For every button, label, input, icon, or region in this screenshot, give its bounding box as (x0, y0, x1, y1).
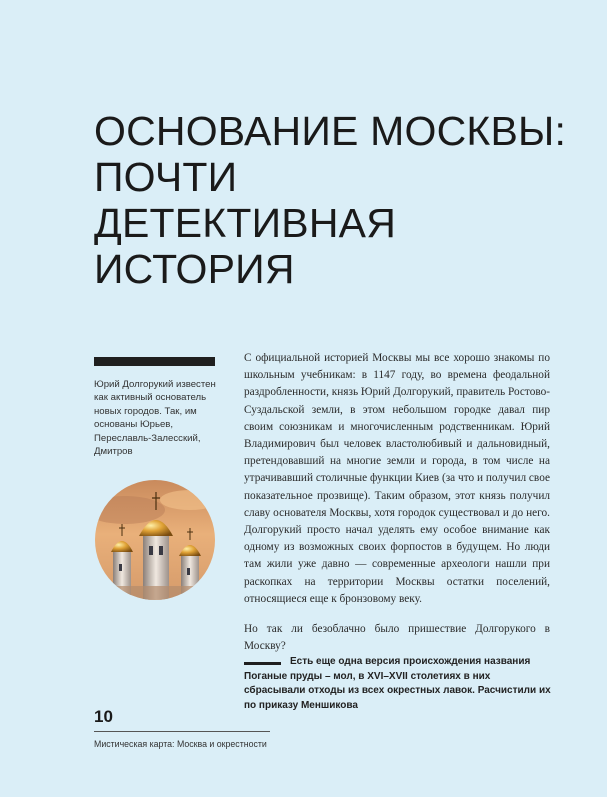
pull-quote: Есть еще одна версия происхождения названия Поганые пруды – мол, в XVI–XVII столетиях в них сбрасывали отходы из всех окрестных лавок. Расчистили их по приказу Меншикова (244, 656, 551, 711)
chapter-title-line: ИСТОРИЯ (94, 246, 295, 292)
church-domes-photo (95, 480, 215, 600)
chapter-title (94, 108, 574, 292)
chapter-title-line: ПОЧТИ (94, 154, 238, 200)
sidebar-divider (94, 357, 215, 366)
sidebar-caption: Юрий Долгорукий известен как активный основатель новых городов. Так, им основаны Юрьев, Переславль-Залесский, Дмитров (94, 379, 216, 458)
main-article-text (244, 350, 550, 655)
page-number: 10 (94, 707, 113, 726)
church-domes-illustration (95, 480, 215, 600)
chapter-title-line: ДЕТЕКТИВНАЯ (94, 200, 397, 246)
article-paragraph: С официальной историей Москвы мы все хорошо знакомы по школьным учебникам: в 1147 году, во времена феодальной раздробленности, князь Юрий Долгорукий, правитель Ростово-Суздальской земли, в этом небольшом городке давал пир своим союзникам и многочисленным родственникам. Юрий Владимирович был человек властолюбивый и дальновидный, претендовавший на многие земли и города, в том числе на утрачивавший столичные функции Киев (за что и получил свое показательное прозвище). Таким образом, этот князь получил славу основателя Москвы, хотя городок существовал и до него. Долгорукий просто начал уделять ему особое внимание как одному из возможных своих форпостов в будущем. Но люди там жили уже давно — современные археологи нашли при раскопках на территории Москвы остатки поселений, относящиеся еще к бронзовому веку. (244, 352, 551, 605)
footer-divider (94, 731, 270, 732)
chapter-title-line: ОСНОВАНИЕ МОСКВЫ: (94, 108, 567, 154)
book-title-footer: Мистическая карта: Москва и окрестности (94, 739, 267, 749)
article-paragraph: Но так ли безоблачно было пришествие Долгорукого в Москву? (244, 623, 550, 653)
